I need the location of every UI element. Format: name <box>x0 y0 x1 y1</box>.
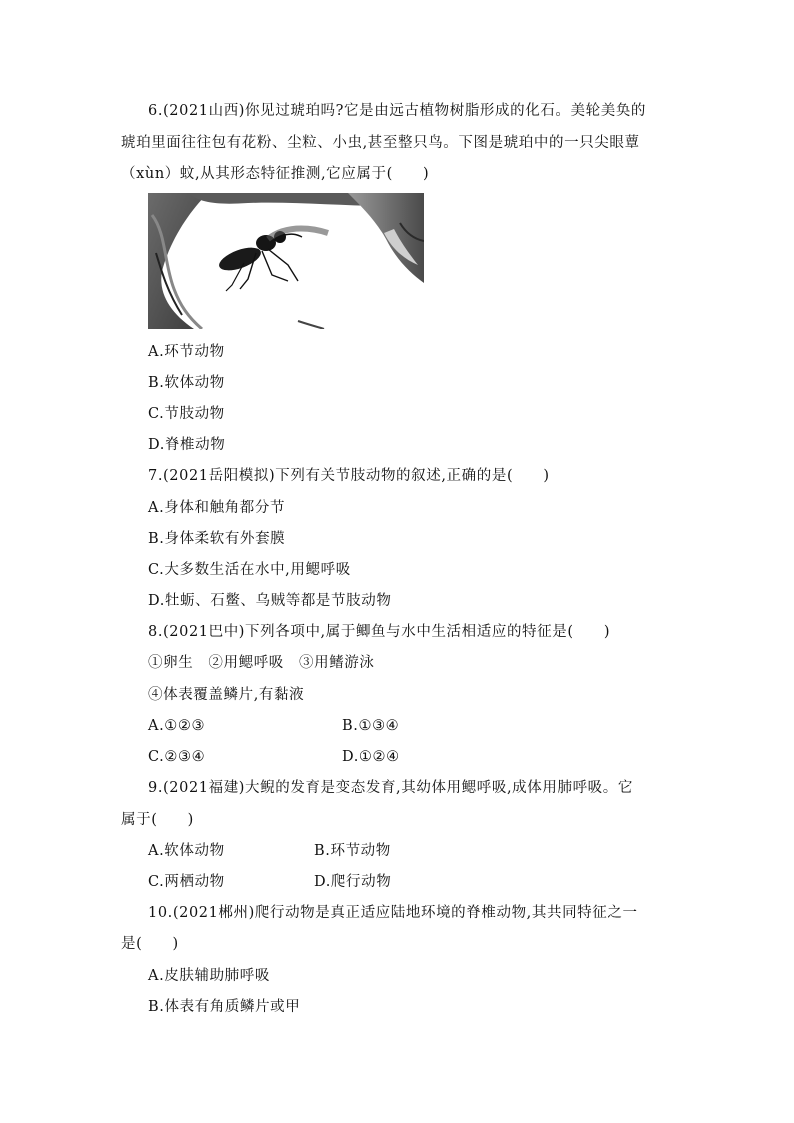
q9-stem-line1: 9.(2021福建)大鲵的发育是变态发育,其幼体用鳃呼吸,成体用肺呼吸。它 <box>148 780 633 796</box>
q10-stem-line2: 是( ) <box>121 936 179 952</box>
q7-option-b: B.身体柔软有外套膜 <box>148 531 286 547</box>
q6-option-d: D.脊椎动物 <box>148 437 226 453</box>
q8-option-c: C.②③④ <box>148 749 206 765</box>
q9-option-b: B.环节动物 <box>314 843 391 859</box>
q6-option-a: A.环节动物 <box>148 344 225 360</box>
q9-option-d: D.爬行动物 <box>314 874 392 890</box>
amber-mosquito-image <box>148 193 424 329</box>
q8-option-b: B.①③④ <box>342 718 400 734</box>
q7-option-c: C.大多数生活在水中,用鳃呼吸 <box>148 562 351 578</box>
q7-option-a: A.身体和触角都分节 <box>148 500 286 516</box>
q7-stem: 7.(2021岳阳模拟)下列有关节肢动物的叙述,正确的是( ) <box>148 468 550 484</box>
q8-option-a: A.①②③ <box>148 718 206 734</box>
q10-option-b: B.体表有角质鳞片或甲 <box>148 999 301 1015</box>
q8-features-line2: ④体表覆盖鳞片,有黏液 <box>148 687 305 703</box>
q10-option-a: A.皮肤辅助肺呼吸 <box>148 968 270 984</box>
q6-stem-line2: 琥珀里面往往包有花粉、尘粒、小虫,甚至整只鸟。下图是琥珀中的一只尖眼蕈 <box>121 135 640 151</box>
q6-option-c: C.节肢动物 <box>148 406 225 422</box>
q9-option-a: A.软体动物 <box>148 843 225 859</box>
q6-option-b: B.软体动物 <box>148 375 225 391</box>
q6-stem-line3: （xùn）蚊,从其形态特征推测,它应属于( ) <box>121 166 430 182</box>
q10-stem-line1: 10.(2021郴州)爬行动物是真正适应陆地环境的脊椎动物,其共同特征之一 <box>148 905 638 921</box>
q7-option-d: D.牡蛎、石鳖、乌贼等都是节肢动物 <box>148 593 392 609</box>
q8-option-d: D.①②④ <box>342 749 400 765</box>
q6-stem-line1: 6.(2021山西)你见过琥珀吗?它是由远古植物树脂形成的化石。美轮美奂的 <box>148 103 647 119</box>
q9-stem-line2: 属于( ) <box>121 812 194 828</box>
q9-option-c: C.两栖动物 <box>148 874 225 890</box>
q8-features-line1: ①卵生 ②用鳃呼吸 ③用鳍游泳 <box>148 655 375 671</box>
q8-stem: 8.(2021巴中)下列各项中,属于鲫鱼与水中生活相适应的特征是( ) <box>148 624 611 640</box>
